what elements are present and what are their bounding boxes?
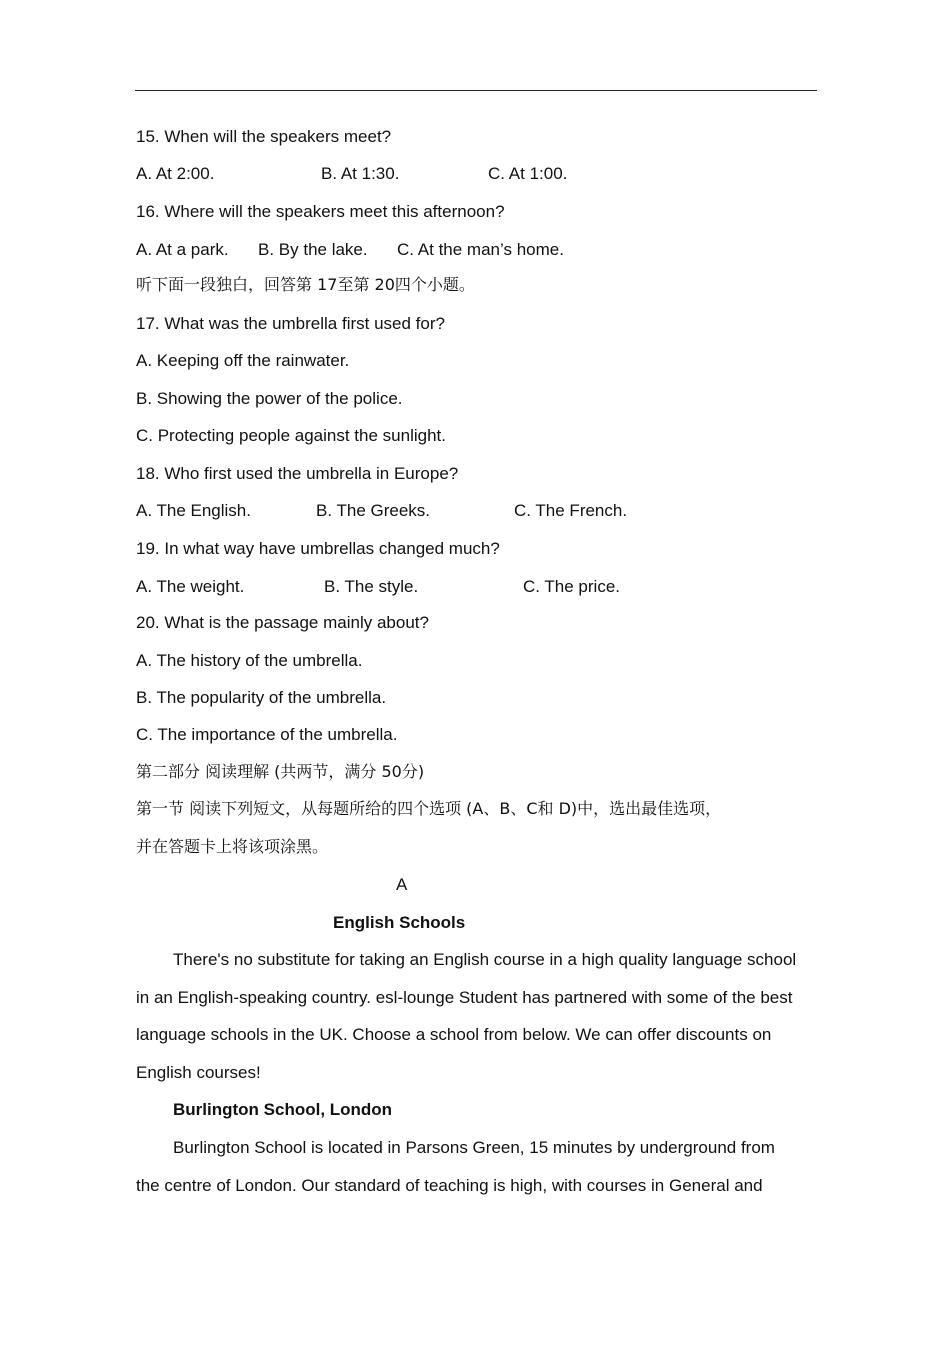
- question-17-option-c: C. Protecting people against the sunlight.: [136, 426, 446, 445]
- school-heading: Burlington School, London: [173, 1100, 393, 1119]
- question-15-option-b: B. At 1:30.: [321, 164, 400, 183]
- part2-heading: 第二部分 阅读理解 (共两节，满分 50分): [136, 762, 425, 781]
- passage-letter: A: [396, 875, 408, 894]
- passage-para2-line2: the centre of London. Our standard of teaching is high, with courses in General and: [136, 1176, 763, 1195]
- section1-instruction-line2: 并在答题卡上将该项涂黑。: [136, 837, 329, 856]
- question-20-option-c: C. The importance of the umbrella.: [136, 725, 398, 744]
- question-16-option-c: C. At the man’s home.: [397, 240, 564, 259]
- question-16-stem: 16. Where will the speakers meet this afternoon?: [136, 202, 505, 221]
- question-17-stem: 17. What was the umbrella first used for?: [136, 314, 445, 333]
- question-15-option-a: A. At 2:00.: [136, 164, 215, 183]
- passage-para1-line2: in an English-speaking country. esl-lounge Student has partnered with some of the best: [136, 988, 793, 1007]
- question-15-option-c: C. At 1:00.: [488, 164, 568, 183]
- question-16-option-a: A. At a park.: [136, 240, 229, 259]
- question-17-option-b: B. Showing the power of the police.: [136, 389, 403, 408]
- passage-para1-line1: There's no substitute for taking an English course in a high quality language school: [173, 950, 797, 969]
- passage-para1-line3: language schools in the UK. Choose a school from below. We can offer discounts on: [136, 1025, 772, 1044]
- passage-para1-line4: English courses!: [136, 1063, 261, 1082]
- question-16-option-b: B. By the lake.: [258, 240, 368, 259]
- question-20-option-b: B. The popularity of the umbrella.: [136, 688, 387, 707]
- question-18-stem: 18. Who first used the umbrella in Europe?: [136, 464, 459, 483]
- question-15-stem: 15. When will the speakers meet?: [136, 127, 392, 146]
- question-19-option-c: C. The price.: [523, 577, 621, 596]
- question-19-stem: 19. In what way have umbrellas changed much?: [136, 539, 500, 558]
- question-19-option-a: A. The weight.: [136, 577, 245, 596]
- question-18-option-b: B. The Greeks.: [316, 501, 431, 520]
- monologue-instruction: 听下面一段独白，回答第 17至第 20四个小题。: [136, 275, 475, 294]
- question-20-stem: 20. What is the passage mainly about?: [136, 613, 429, 632]
- question-17-option-a: A. Keeping off the rainwater.: [136, 351, 350, 370]
- section1-instruction-line1: 第一节 阅读下列短文，从每题所给的四个选项 (A、B、C和 D)中，选出最佳选项，: [136, 799, 722, 818]
- passage-para2-line1: Burlington School is located in Parsons Green, 15 minutes by underground from: [173, 1138, 775, 1157]
- question-19-option-b: B. The style.: [324, 577, 419, 596]
- passage-title: English Schools: [333, 913, 466, 932]
- question-18-option-a: A. The English.: [136, 501, 251, 520]
- question-20-option-a: A. The history of the umbrella.: [136, 651, 363, 670]
- question-18-option-c: C. The French.: [514, 501, 628, 520]
- header-rule: [135, 90, 817, 91]
